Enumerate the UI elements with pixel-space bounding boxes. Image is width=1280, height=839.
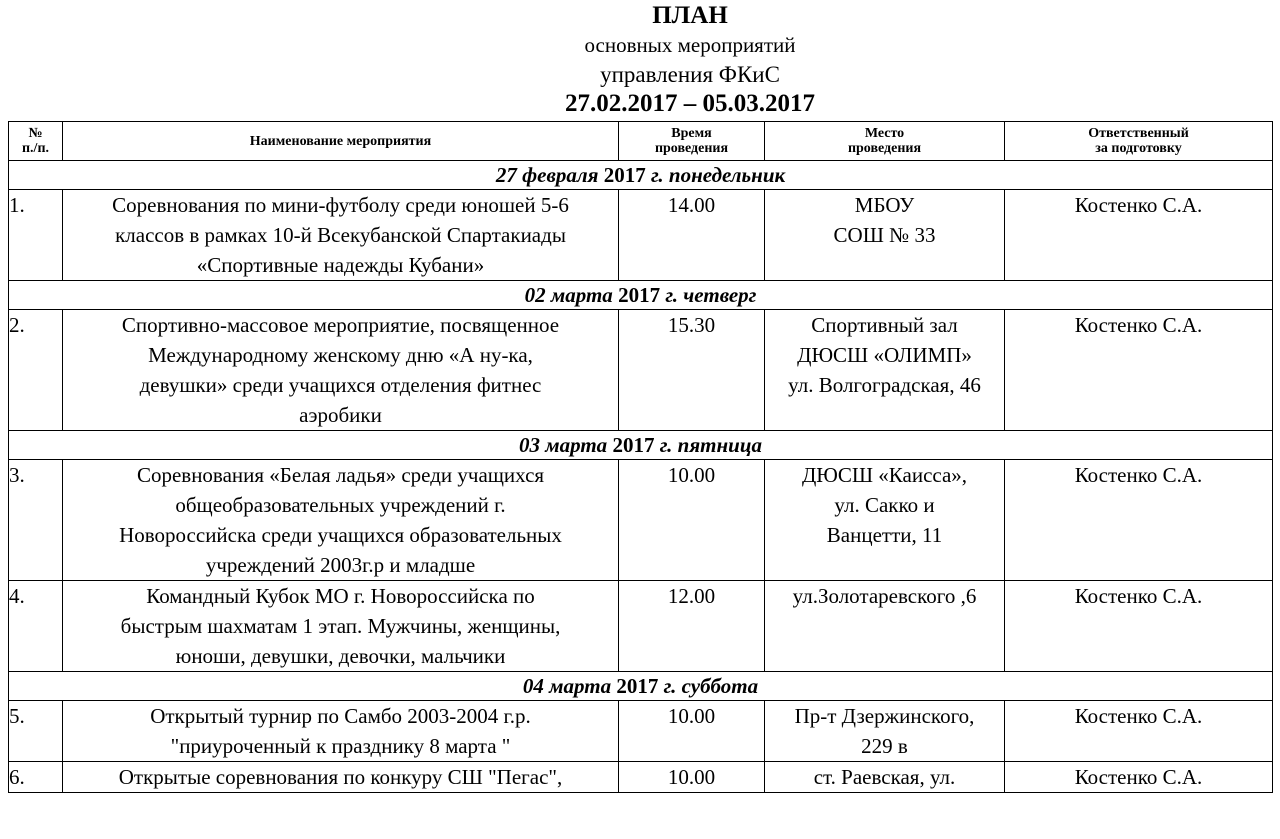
- day-year: 2017: [603, 163, 646, 187]
- event-name: [63, 762, 619, 793]
- day-row: [9, 161, 1273, 190]
- day-year: 2017: [618, 283, 661, 307]
- event-place: [765, 460, 1005, 581]
- day-weekday: г. пятница: [659, 433, 763, 457]
- day-date: 03 марта: [518, 433, 608, 457]
- event-place: [765, 190, 1005, 281]
- day-heading: [9, 281, 1273, 310]
- event-name-line: Открытый турнир по Самбо 2003-2004 г.р.: [150, 704, 531, 728]
- header-place: Место проведения: [765, 122, 1005, 161]
- event-place: [765, 581, 1005, 672]
- event-time: 10.00: [619, 701, 765, 762]
- day-date: 27 февраля: [495, 163, 599, 187]
- event-name: [63, 190, 619, 281]
- event-place-line: ДЮСШ «ОЛИМП»: [797, 343, 972, 367]
- document-title: ПЛАН: [652, 2, 728, 29]
- day-heading: [9, 431, 1273, 460]
- event-number: 2.: [9, 310, 63, 431]
- day-weekday: г. суббота: [663, 674, 759, 698]
- event-number: 6.: [9, 762, 63, 793]
- event-place: [765, 762, 1005, 793]
- event-place-line: Спортивный зал: [811, 313, 958, 337]
- table-row: [9, 762, 1273, 793]
- event-time: 10.00: [619, 460, 765, 581]
- event-name: [63, 701, 619, 762]
- event-name-line: Командный Кубок МО г. Новороссийска по: [146, 584, 535, 608]
- day-row: [9, 281, 1273, 310]
- event-place-line: Пр-т Дзержинского,: [794, 704, 975, 728]
- header-responsible: Ответственный за подготовку: [1005, 122, 1273, 161]
- day-row: [9, 431, 1273, 460]
- header-time: Время проведения: [619, 122, 765, 161]
- document-period: 27.02.2017 – 05.03.2017: [565, 90, 815, 117]
- event-place-line: СОШ № 33: [833, 223, 936, 247]
- event-responsible: Костенко С.А.: [1005, 190, 1273, 281]
- table-row: [9, 701, 1273, 762]
- header-num: № п./п.: [9, 122, 63, 161]
- event-name-line: общеобразовательных учреждений г.: [175, 493, 506, 517]
- event-name-line: Спортивно-массовое мероприятие, посвященное: [121, 313, 560, 337]
- event-name: [63, 581, 619, 672]
- day-weekday: г. понедельник: [650, 163, 786, 187]
- event-name-line: классов в рамках 10-й Всекубанской Спартакиады: [115, 223, 566, 247]
- event-name-line: Соревнования по мини-футболу среди юношей 5-6: [112, 193, 569, 217]
- day-heading: [9, 672, 1273, 701]
- header-name: Наименование мероприятия: [63, 122, 619, 161]
- event-place-line: МБОУ: [854, 193, 915, 217]
- event-place-line: ул. Сакко и: [834, 493, 935, 517]
- event-name-line: "приуроченный к празднику 8 марта ": [170, 734, 511, 758]
- table-header-row: [9, 122, 1273, 161]
- event-name-line: Открытые соревнования по конкуру СШ "Пегас",: [118, 765, 563, 789]
- event-place-line: 229 в: [861, 734, 908, 758]
- event-name-line: Международному женскому дню «А ну-ка,: [148, 343, 533, 367]
- event-place-line: ул.Золотаревского ,6: [792, 584, 977, 608]
- event-name-line: Соревнования «Белая ладья» среди учащихся: [136, 463, 545, 487]
- table-row: [9, 310, 1273, 431]
- event-place-line: ДЮСШ «Каисса»,: [801, 463, 968, 487]
- event-responsible: Костенко С.А.: [1005, 581, 1273, 672]
- event-number: 4.: [9, 581, 63, 672]
- day-heading: [9, 161, 1273, 190]
- event-name-line: юноши, девушки, девочки, мальчики: [175, 644, 506, 668]
- event-name-line: аэробики: [299, 403, 382, 427]
- event-name-line: учреждений 2003г.р и младше: [205, 553, 476, 577]
- event-responsible: Костенко С.А.: [1005, 310, 1273, 431]
- day-date: 02 марта: [524, 283, 613, 307]
- table-row: [9, 460, 1273, 581]
- day-date: 04 марта: [522, 674, 612, 698]
- table-row: [9, 581, 1273, 672]
- event-number: 1.: [9, 190, 63, 281]
- event-time: 10.00: [619, 762, 765, 793]
- document-subtitle-2: управления ФКиС: [600, 62, 780, 87]
- event-responsible: Костенко С.А.: [1005, 460, 1273, 581]
- event-place: [765, 701, 1005, 762]
- document-subtitle-1: основных мероприятий: [584, 33, 796, 57]
- day-year: 2017: [616, 674, 659, 698]
- event-time: 15.30: [619, 310, 765, 431]
- events-body: [9, 161, 1273, 793]
- event-place: [765, 310, 1005, 431]
- event-name: [63, 460, 619, 581]
- event-number: 3.: [9, 460, 63, 581]
- event-number: 5.: [9, 701, 63, 762]
- day-weekday: г. четверг: [665, 283, 757, 307]
- event-name-line: «Спортивные надежды Кубани»: [196, 253, 485, 277]
- event-name-line: быстрым шахматам 1 этап. Мужчины, женщины,: [120, 614, 561, 638]
- table-row: [9, 190, 1273, 281]
- event-time: 12.00: [619, 581, 765, 672]
- day-year: 2017: [612, 433, 655, 457]
- day-row: [9, 672, 1273, 701]
- event-place-line: ст. Раевская, ул.: [813, 765, 956, 789]
- event-name-line: Новороссийска среди учащихся образовательных: [119, 523, 562, 547]
- event-responsible: Костенко С.А.: [1005, 701, 1273, 762]
- event-place-line: ул. Волгоградская, 46: [788, 373, 981, 397]
- event-place-line: Ванцетти, 11: [826, 523, 943, 547]
- event-name: [63, 310, 619, 431]
- event-responsible: Костенко С.А.: [1005, 762, 1273, 793]
- events-table: [8, 121, 1273, 793]
- event-name-line: девушки» среди учащихся отделения фитнес: [139, 373, 542, 397]
- event-time: 14.00: [619, 190, 765, 281]
